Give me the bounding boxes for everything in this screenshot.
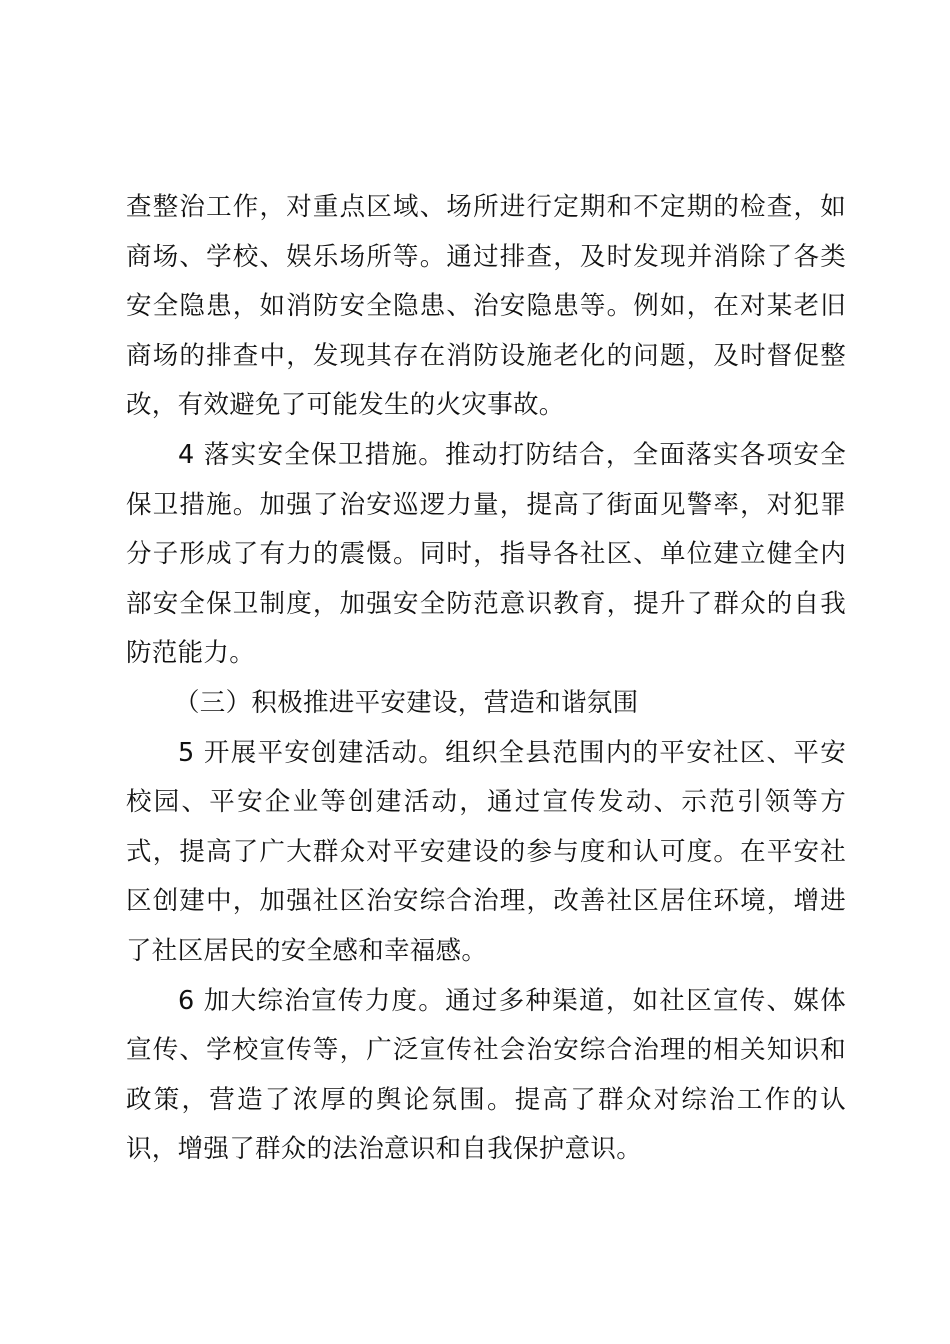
paragraph-item-4: 4 落实安全保卫措施。推动打防结合，全面落实各项安全保卫措施。加强了治安巡逻力量，提高了街面见警率，对犯罪分子形成了有力的震慑。同时，指导各社区、单位建立健全内部安全保卫制度，加强安全防范意识教育，提升了群众的自我防范能力。 bbox=[126, 439, 846, 669]
document-body bbox=[126, 183, 846, 1175]
section-heading: （三）积极推进平安建设，营造和谐氛围 bbox=[174, 687, 639, 718]
paragraph-item-6: 6 加大综治宣传力度。通过多种渠道，如社区宣传、媒体宣传、学校宣传等，广泛宣传社会治安综合治理的相关知识和政策，营造了浓厚的舆论氛围。提高了群众对综治工作的认识，增强了群众的法治意识和自我保护意识。 bbox=[126, 985, 846, 1165]
paragraph-item-5: 5 开展平安创建活动。组织全县范围内的平安社区、平安校园、平安企业等创建活动，通过宣传发动、示范引领等方式，提高了广大群众对平安建设的参与度和认可度。在平安社区创建中，加强社区治安综合治理，改善社区居住环境，增进了社区居民的安全感和幸福感。 bbox=[126, 737, 846, 966]
paragraph-continuation: 查整治工作，对重点区域、场所进行定期和不定期的检查，如商场、学校、娱乐场所等。通过排查，及时发现并消除了各类安全隐患，如消防安全隐患、治安隐患等。例如，在对某老旧商场的排查中，发现其存在消防设施老化的问题，及时督促整改，有效避免了可能发生的火灾事故。 bbox=[126, 192, 846, 421]
